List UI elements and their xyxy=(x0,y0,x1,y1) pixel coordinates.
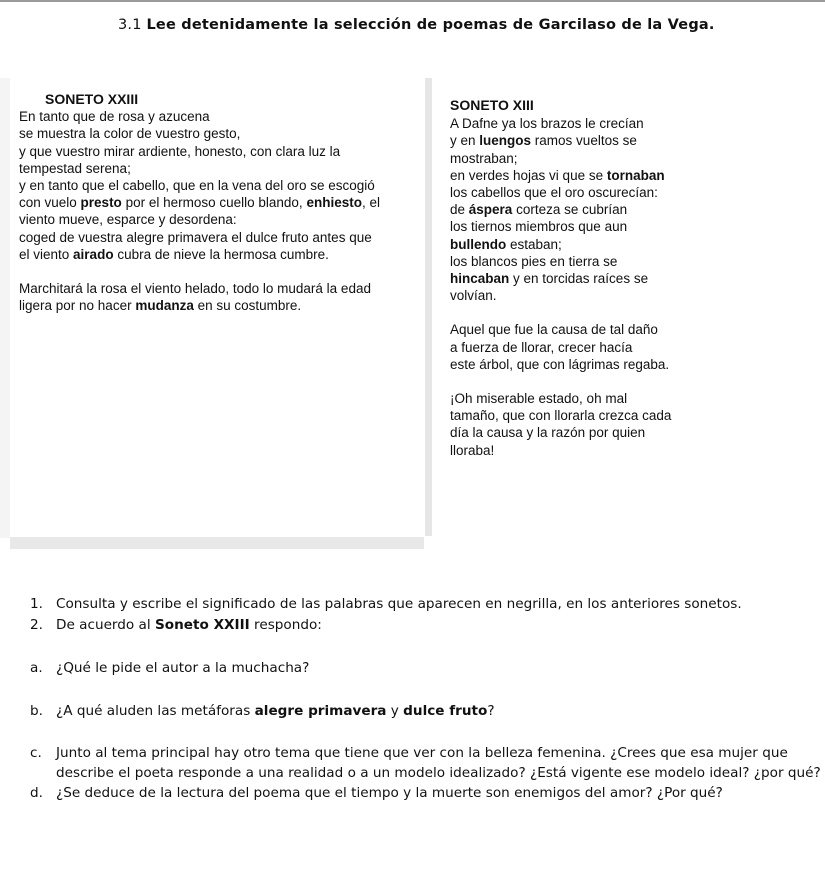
poem-line xyxy=(450,115,710,132)
line-text: Marchitará la rosa el viento helado, todo lo mudará la edad xyxy=(19,281,371,297)
bold-word: enhiesto xyxy=(306,195,362,211)
line-text: cubra de nieve la hermosa cumbre. xyxy=(113,246,329,262)
poem-line xyxy=(450,132,710,149)
line-text: volvían. xyxy=(450,288,497,304)
poem-line xyxy=(19,297,424,314)
question-c-line-2: describe el poeta responde a una realidad o a un modelo idealizado? ¿Está vigente ese modelo ideal? ¿por qué? xyxy=(56,765,821,781)
poem-line xyxy=(450,184,710,201)
poem-line xyxy=(450,270,710,287)
poem-line xyxy=(450,218,710,235)
line-text: , el xyxy=(361,195,380,211)
column-divider xyxy=(425,78,432,536)
poem-line xyxy=(450,150,710,167)
poem-line xyxy=(450,339,710,356)
poem-line xyxy=(19,246,424,263)
question-b-text-mid: y xyxy=(386,703,404,719)
line-text: viento mueve, esparce y desordena: xyxy=(19,212,237,228)
question-a-label: a. xyxy=(30,660,43,676)
question-c-label: c. xyxy=(30,745,42,761)
question-d xyxy=(30,785,723,801)
question-b-label: b. xyxy=(30,703,43,719)
line-text: con vuelo xyxy=(19,195,81,211)
bold-word: bullendo xyxy=(450,236,507,252)
stanza-gap xyxy=(450,304,710,321)
question-b-text: ¿A qué aluden las metáforas xyxy=(56,703,255,719)
question-2-text: De acuerdo al xyxy=(56,617,155,633)
poem-line xyxy=(450,356,710,373)
question-2-text-end: respondo: xyxy=(249,617,322,633)
line-text: corteza se cubrían xyxy=(512,202,628,218)
left-margin-shade xyxy=(0,78,10,538)
line-text: ligera por no hacer xyxy=(19,298,136,314)
question-a-text: ¿Qué le pide el autor a la muchacha? xyxy=(56,660,310,676)
line-text: de xyxy=(450,202,469,218)
heading-number: 3.1 xyxy=(118,17,142,33)
line-text: se muestra la color de vuestro gesto, xyxy=(19,126,241,142)
sonnet-xxiii-lines xyxy=(19,108,424,314)
question-2-bold: Soneto XXIII xyxy=(154,617,250,633)
poem-line xyxy=(19,211,424,228)
line-text: el viento xyxy=(19,246,74,262)
line-text: estaban; xyxy=(506,236,562,252)
poem-line xyxy=(19,160,424,177)
poem-line xyxy=(450,407,710,424)
stanza-gap xyxy=(450,373,710,390)
poem-line xyxy=(19,108,424,125)
question-b-bold-2: dulce fruto xyxy=(403,703,488,719)
line-text: este árbol, que con lágrimas regaba. xyxy=(450,356,670,372)
poem-line xyxy=(19,194,424,211)
poem-line xyxy=(19,229,424,246)
sonnet-xiii-lines xyxy=(450,115,710,459)
bold-word: tornaban xyxy=(606,167,665,183)
line-text: lloraba! xyxy=(450,442,495,458)
poem-line xyxy=(19,125,424,142)
line-text: los tiernos miembros que aun xyxy=(450,219,628,235)
bold-word: airado xyxy=(73,246,114,262)
line-text: los blancos pies en tierra se xyxy=(450,253,618,269)
line-text: por el hermoso cuello blando, xyxy=(121,195,307,211)
question-2 xyxy=(30,617,322,633)
activity-heading xyxy=(118,17,715,33)
bold-word: hincaban xyxy=(450,271,510,287)
line-text: mostraban; xyxy=(450,150,518,166)
bold-word: presto xyxy=(80,195,122,211)
poem-line xyxy=(450,167,710,184)
line-text: A Dafne ya los brazos le crecían xyxy=(450,116,644,132)
question-c xyxy=(30,743,822,783)
question-b-bold-1: alegre primavera xyxy=(254,703,387,719)
bottom-divider xyxy=(10,537,424,549)
line-text: ramos vueltos se xyxy=(531,133,637,149)
line-text: y en xyxy=(450,133,480,149)
line-text: y en torcidas raíces se xyxy=(509,271,649,287)
poem-line xyxy=(19,143,424,160)
stanza-gap xyxy=(19,263,424,280)
line-text: Aquel que fue la causa de tal daño xyxy=(450,322,658,338)
question-1-label: 1. xyxy=(30,596,43,612)
line-text: ¡Oh miserable estado, oh mal xyxy=(450,391,628,407)
heading-text: Lee detenidamente la selección de poemas de Garcilaso de la Vega. xyxy=(146,17,715,33)
line-text: en verdes hojas vi que se xyxy=(450,167,607,183)
line-text: los cabellos que el oro oscurecían: xyxy=(450,185,658,201)
poem-line xyxy=(450,253,710,270)
question-b xyxy=(30,703,495,719)
question-1 xyxy=(30,596,742,612)
line-text: y en tanto que el cabello, que en la vena del oro se escogió xyxy=(19,178,375,194)
question-a xyxy=(30,660,309,676)
question-c-line-1: Junto al tema principal hay otro tema que tiene que ver con la belleza femenina. ¿Crees que esa mujer que xyxy=(56,745,788,761)
poem-line xyxy=(450,424,710,441)
poem-line xyxy=(450,390,710,407)
poem-line xyxy=(19,280,424,297)
line-text: tamaño, que con llorarla crezca cada xyxy=(450,408,672,424)
line-text: en su costumbre. xyxy=(193,298,302,314)
question-d-label: d. xyxy=(30,785,43,801)
bold-word: áspera xyxy=(468,202,513,218)
question-b-text-end: ? xyxy=(487,703,495,719)
sonnet-xxiii xyxy=(19,91,424,314)
sonnet-xxiii-title: SONETO XXIII xyxy=(45,91,139,107)
poem-line xyxy=(450,442,710,459)
line-text: En tanto que de rosa y azucena xyxy=(19,109,210,125)
poem-line xyxy=(450,201,710,218)
line-text: coged de vuestra alegre primavera el dulce fruto antes que xyxy=(19,229,372,245)
line-text: día la causa y la razón por quien xyxy=(450,425,646,441)
line-text: y que vuestro mirar ardiente, honesto, con clara luz la xyxy=(19,143,341,159)
question-1-text: Consulta y escribe el significado de las palabras que aparecen en negrilla, en los anteriores sonetos. xyxy=(56,596,742,612)
top-border xyxy=(0,0,825,2)
sonnet-xiii xyxy=(450,97,710,459)
bold-word: luengos xyxy=(479,133,532,149)
line-text: a fuerza de llorar, crecer hacía xyxy=(450,339,633,355)
poem-line xyxy=(450,321,710,338)
poem-line xyxy=(450,287,710,304)
sonnet-xiii-title: SONETO XIII xyxy=(450,97,534,113)
question-2-label: 2. xyxy=(30,617,43,633)
bold-word: mudanza xyxy=(135,298,194,314)
poem-line xyxy=(19,177,424,194)
poem-line xyxy=(450,236,710,253)
line-text: tempestad serena; xyxy=(19,160,131,176)
question-d-text: ¿Se deduce de la lectura del poema que el tiempo y la muerte son enemigos del amor? ¿Por qué? xyxy=(56,785,723,801)
